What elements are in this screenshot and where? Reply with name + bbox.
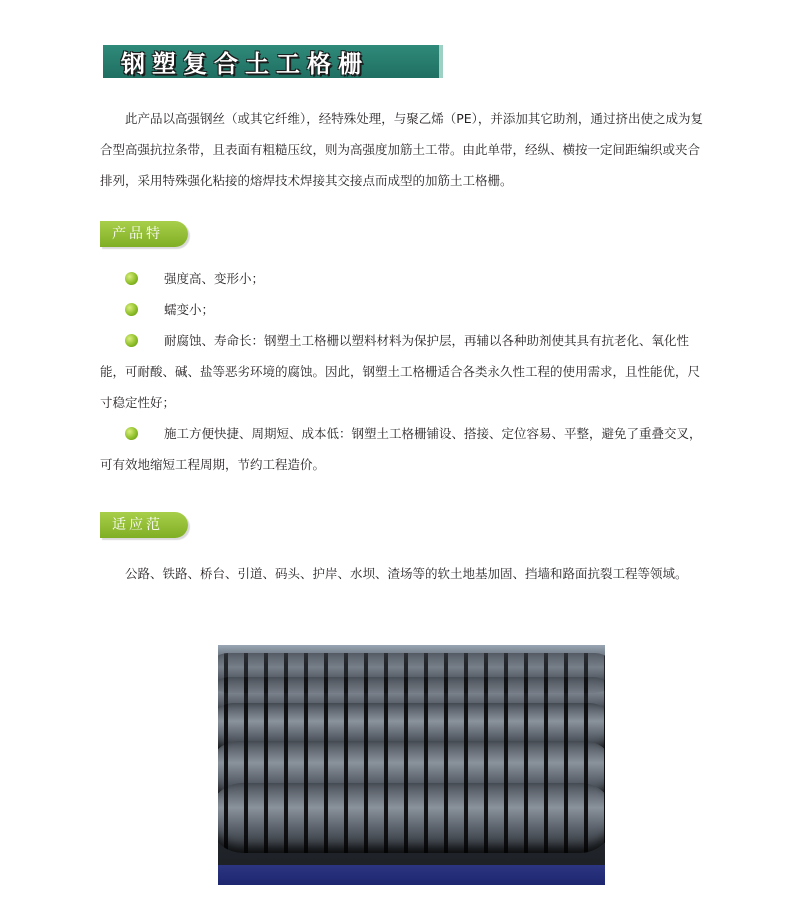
green-dot-icon <box>125 272 138 285</box>
features-list <box>100 263 705 480</box>
photo-floor <box>218 865 605 885</box>
page-title: 钢塑复合土工格栅 <box>121 49 369 78</box>
product-photo <box>218 645 605 885</box>
list-item <box>100 418 705 480</box>
grid-roll <box>218 783 605 853</box>
list-item <box>100 294 705 325</box>
section-heading-scope: 适应范围 <box>100 512 188 538</box>
list-item <box>100 263 705 294</box>
intro-paragraph: 此产品以高强钢丝（或其它纤维），经特殊处理，与聚乙烯（PE），并添加其它助剂，通过挤出使之成为复合型高强抗拉条带，且表面有粗糙压纹，则为高强度加筋土工带。由此单带，经纵、横按一定间距编织或夹合排列，采用特殊强化粘接的熔焊技术焊接其交接点而成型的加筋土工格栅。 <box>100 111 703 188</box>
section-heading-features: 产品特点 <box>100 221 188 247</box>
green-dot-icon <box>125 303 138 316</box>
feature-text: 蠕变小； <box>164 302 215 317</box>
green-dot-icon <box>125 427 138 440</box>
feature-text: 耐腐蚀、寿命长：钢塑土工格栅以塑料材料为保护层，再辅以各种助剂使其具有抗老化、氧化性能，可耐酸、碱、盐等恶劣环境的腐蚀。因此，钢塑土工格栅适合各类永久性工程的使用需求，且性能优，尺寸稳定性好； <box>100 333 701 410</box>
feature-text: 强度高、变形小； <box>164 271 265 286</box>
title-banner <box>103 45 443 78</box>
list-item <box>100 325 705 418</box>
feature-text: 施工方便快捷、周期短、成本低：钢塑土工格栅铺设、搭接、定位容易、平整，避免了重叠交叉，可有效地缩短工程周期，节约工程造价。 <box>100 426 702 472</box>
green-dot-icon <box>125 334 138 347</box>
scope-paragraph: 公路、铁路、桥台、引道、码头、护岸、水坝、渣场等的软土地基加固、挡墙和路面抗裂工程等领域。 <box>125 566 688 581</box>
